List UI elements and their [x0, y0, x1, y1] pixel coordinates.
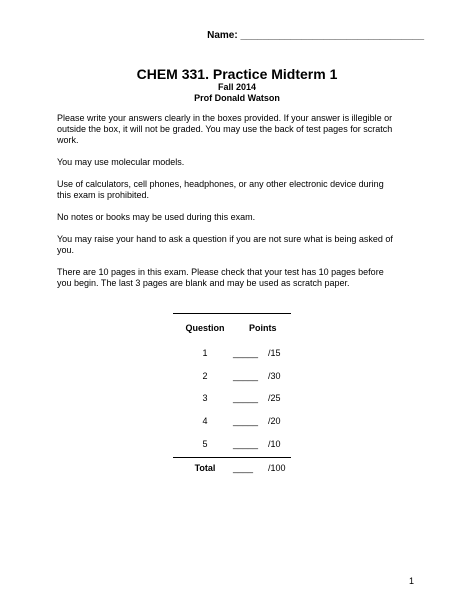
instruction-paragraph: Please write your answers clearly in the boxes provided. If your answer is illegible or outside the box, it will not be graded. You may use the back of test pages for scratch work. — [57, 113, 393, 145]
table-row — [173, 389, 291, 412]
table-total-row — [173, 458, 291, 481]
table-row — [173, 412, 291, 435]
max-points: /20 — [268, 416, 281, 427]
total-max-points: /100 — [268, 463, 286, 474]
score-blank[interactable]: _____ — [233, 393, 259, 404]
table-header-row — [173, 314, 291, 344]
exam-header — [0, 66, 474, 104]
max-points: /25 — [268, 393, 281, 404]
total-label: Total — [194, 463, 216, 474]
score-blank[interactable]: _____ — [233, 416, 259, 427]
instructions — [57, 113, 397, 300]
question-column-header: Question — [185, 323, 225, 333]
exam-term: Fall 2014 — [217, 82, 257, 92]
score-table — [173, 313, 291, 481]
points-column-header: Points — [249, 323, 277, 333]
instruction-paragraph: Use of calculators, cell phones, headphones, or any other electronic device during this exam is prohibited. — [57, 179, 384, 200]
question-number: 5 — [202, 438, 208, 449]
score-blank[interactable]: _____ — [233, 370, 259, 381]
table-row — [173, 367, 291, 390]
page-number: 1 — [409, 576, 415, 586]
instruction-paragraph: You may use molecular models. — [57, 157, 185, 167]
instruction-paragraph: No notes or books may be used during this exam. — [57, 212, 256, 222]
question-number: 2 — [202, 370, 208, 381]
name-field-label: Name: _________________________________ — [207, 30, 424, 41]
question-number: 4 — [202, 416, 208, 427]
question-number: 1 — [202, 348, 208, 358]
question-number: 3 — [202, 393, 208, 404]
exam-title: CHEM 331. Practice Midterm 1 — [136, 66, 338, 82]
max-points: /30 — [268, 370, 281, 381]
table-row — [173, 435, 291, 458]
max-points: /15 — [268, 348, 281, 358]
table-row — [173, 344, 291, 367]
score-blank[interactable]: _____ — [233, 348, 259, 358]
instruction-paragraph: There are 10 pages in this exam. Please check that your test has 10 pages before you begin. The last 3 pages are blank and may be used as scratch paper. — [57, 267, 384, 288]
instruction-paragraph: You may raise your hand to ask a question if you are not sure what is being asked of you. — [57, 234, 393, 255]
exam-professor: Prof Donald Watson — [194, 93, 280, 103]
total-blank[interactable]: ____ — [233, 463, 254, 474]
max-points: /10 — [268, 438, 281, 449]
score-blank[interactable]: _____ — [233, 438, 259, 449]
